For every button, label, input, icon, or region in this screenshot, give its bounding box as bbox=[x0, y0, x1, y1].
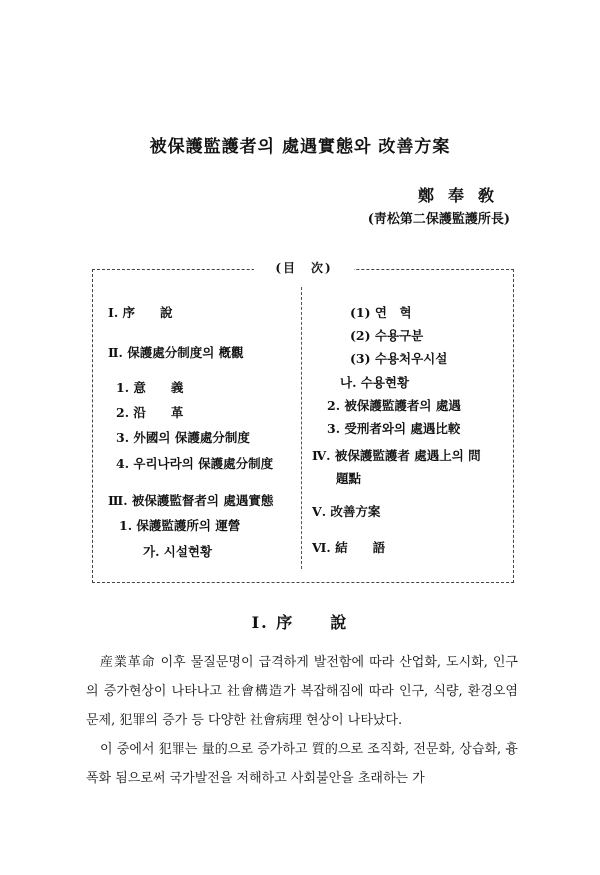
toc-entry: 2. 沿 革 bbox=[116, 405, 184, 420]
section-title: Ⅰ. 序 說 bbox=[251, 613, 349, 632]
toc-heading: (目 次) bbox=[254, 259, 354, 276]
toc-entry: 4. 우리나라의 保護處分制度 bbox=[116, 456, 274, 471]
toc-entry: 題點 bbox=[336, 471, 362, 486]
toc-entry: Ⅳ. 被保護監護者 處遇上의 問 bbox=[312, 448, 481, 463]
toc-entry: 1. 意 義 bbox=[116, 380, 184, 395]
toc-entry: Ⅵ. 結 語 bbox=[312, 540, 386, 555]
toc-entry: 2. 被保護監護者의 處遇 bbox=[327, 398, 461, 413]
toc-entry: (3) 수용처우시설 bbox=[350, 351, 448, 366]
page-title: 被保護監護者의 處遇實態와 改善方案 bbox=[149, 137, 451, 157]
body-paragraph: 이 중에서 犯罪는 量的으로 증가하고 質的으로 조직화, 전문화, 상습화, 흉폭화 됨으로써 국가발전을 저해하고 사회불안을 초래하는 가 bbox=[86, 742, 518, 786]
toc-entry: 가. 시설현황 bbox=[143, 544, 213, 559]
body-paragraph: 産業革命 이후 물질문명이 급격하게 발전함에 따라 산업화, 도시화, 인구의 증가현상이 나타나고 社會構造가 복잡해짐에 따라 인구, 식량, 환경오염문제, 犯罪의 증가 등 다양한 社會病理 현상이 나타났다. bbox=[86, 655, 518, 728]
toc-entry: (1) 연 혁 bbox=[350, 305, 412, 320]
toc-entry: 3. 受刑者와의 處遇比較 bbox=[327, 421, 461, 436]
toc-entry: 1. 保護監護所의 運營 bbox=[119, 518, 241, 533]
author-affiliation: (靑松第二保護監護所長) bbox=[367, 212, 510, 227]
toc-entry: (2) 수용구분 bbox=[350, 328, 424, 343]
toc-entry: Ⅰ. 序 說 bbox=[108, 305, 173, 320]
toc-entry: 3. 外國의 保護處分制度 bbox=[116, 430, 250, 445]
author-name: 鄭奉敎 bbox=[417, 186, 508, 205]
toc-entry: Ⅴ. 改善方案 bbox=[312, 504, 381, 519]
toc-column-divider bbox=[301, 287, 302, 569]
toc-entry: 나. 수용현황 bbox=[340, 375, 410, 390]
toc-entry: Ⅱ. 保護處分制度의 槪觀 bbox=[108, 345, 244, 360]
toc-entry: Ⅲ. 被保護監督者의 處遇實態 bbox=[108, 493, 274, 508]
